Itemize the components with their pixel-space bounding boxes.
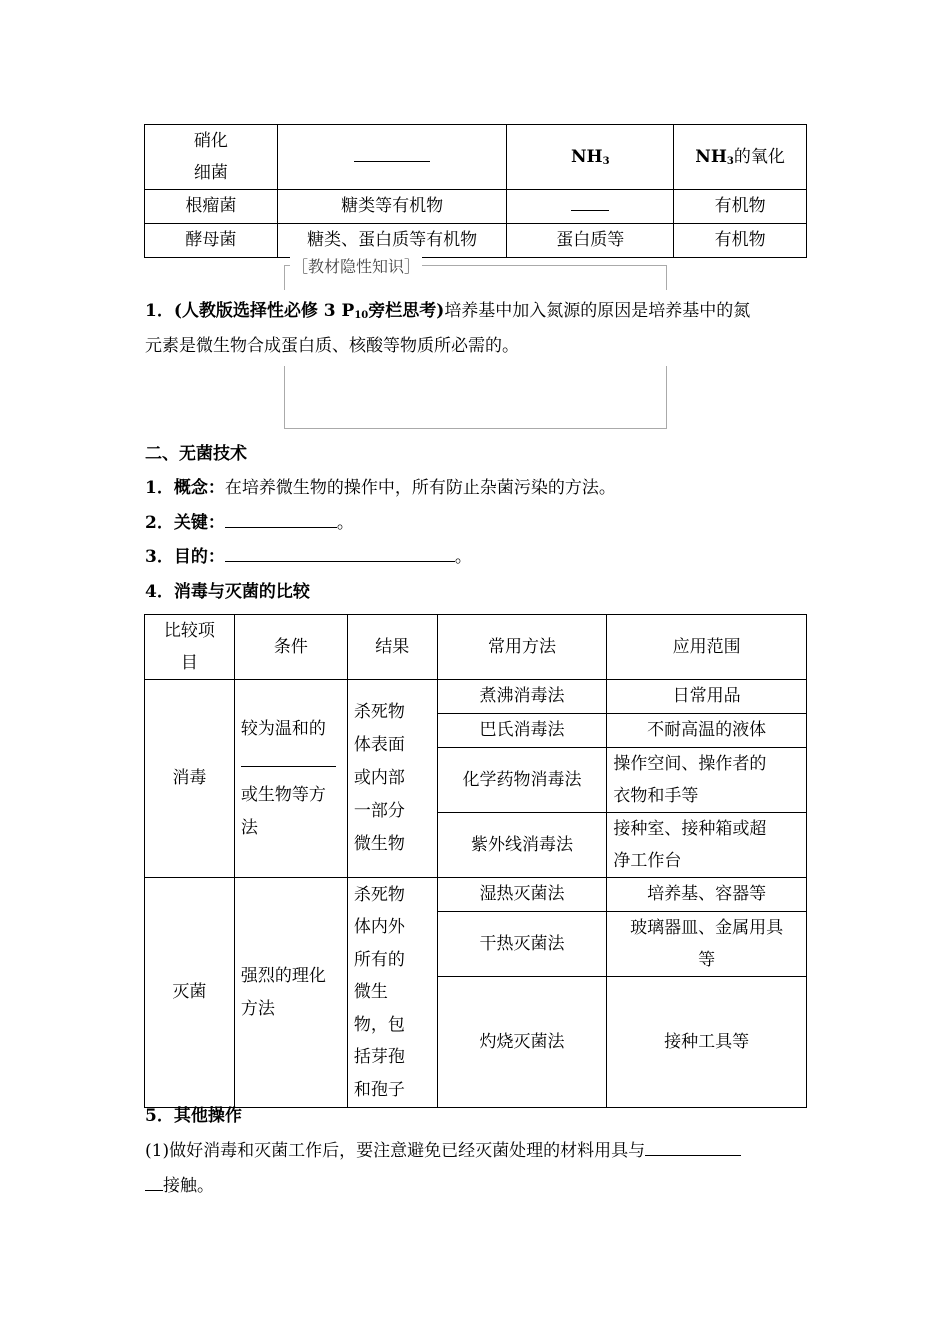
method-cell: 湿热灭菌法 (437, 878, 607, 912)
carbon-cell: 糖类、蛋白质等有机物 (277, 224, 507, 258)
organism-cell: 酵母菌 (145, 224, 278, 258)
fill-blank[interactable] (145, 1170, 163, 1191)
fill-blank[interactable] (571, 190, 609, 211)
scope-cell: 玻璃器皿、金属用具 等 (607, 912, 807, 977)
nutrition-table (144, 124, 807, 258)
method-cell: 干热灭菌法 (437, 912, 607, 977)
nitrogen-blank-cell (507, 190, 674, 224)
disinfection-result: 杀死物 体表面 或内部 一部分 微生物 (347, 680, 437, 878)
section-heading: 二、无菌技术 (145, 444, 247, 464)
header-result: 结果 (347, 615, 437, 680)
sterilization-result: 杀死物 体内外 所有的 微生 物，包 括芽孢 和孢子 (347, 878, 437, 1108)
box-item-line1: 1．(人教版选择性必修 3 $P_{10}$旁栏思考)培养基中加入氮源的原因是培养基中的氮 (145, 301, 751, 321)
nitrogen-cell: 蛋白质等 (507, 224, 674, 258)
table-row (145, 680, 807, 714)
table-row (145, 878, 807, 912)
other-ops-heading: 5．其他操作 (145, 1106, 242, 1126)
disinfection-label: 消毒 (145, 680, 235, 878)
purpose-line: 3．目的： 。 (145, 540, 472, 574)
scope-cell: 培养基、容器等 (607, 878, 807, 912)
header-item: 比较项 目 (145, 615, 235, 680)
scope-cell: 接种室、接种箱或超 净工作台 (607, 813, 807, 878)
scope-cell: 日常用品 (607, 680, 807, 714)
fill-blank[interactable] (354, 141, 430, 162)
key-line: 2．关键： 。 (145, 506, 354, 540)
method-cell: 煮沸消毒法 (437, 680, 607, 714)
table-row (145, 190, 807, 224)
carbon-cell: 糖类等有机物 (277, 190, 507, 224)
box-item-line2: 元素是微生物合成蛋白质、核酸等物质所必需的。 (145, 336, 519, 356)
fill-blank[interactable] (645, 1135, 741, 1156)
box-title: ［教材隐性知识］ (290, 255, 422, 279)
box-frame-bottom (284, 366, 667, 429)
scope-cell: 不耐高温的液体 (607, 714, 807, 748)
method-cell: 化学药物消毒法 (437, 748, 607, 813)
scope-cell: 操作空间、操作者的 衣物和手等 (607, 748, 807, 813)
carbon-blank-cell (277, 125, 507, 190)
scope-cell: 接种工具等 (607, 977, 807, 1108)
table-row (145, 224, 807, 258)
fill-blank[interactable] (225, 507, 337, 528)
table-header-row (145, 615, 807, 680)
sterilization-condition: 强烈的理化 方法 (234, 878, 347, 1108)
energy-cell: 有机物 (674, 190, 807, 224)
organism-cell: 根瘤菌 (145, 190, 278, 224)
header-condition: 条件 (234, 615, 347, 680)
fill-blank[interactable] (241, 746, 336, 767)
comparison-heading: 4．消毒与灭菌的比较 (145, 582, 310, 602)
energy-cell: $NH_3$的氧化 (674, 125, 807, 190)
organism-cell: 硝化 细菌 (145, 125, 278, 190)
disinfection-condition: 较为温和的 或生物等方 法 (234, 680, 347, 878)
energy-cell: 有机物 (674, 224, 807, 258)
comparison-table (144, 614, 807, 1108)
nitrogen-cell: $NH_3$ (507, 125, 674, 190)
method-cell: 巴氏消毒法 (437, 714, 607, 748)
other-ops-item1-line2: 接触。 (145, 1169, 214, 1203)
method-cell: 紫外线消毒法 (437, 813, 607, 878)
fill-blank[interactable] (225, 541, 455, 562)
other-ops-item1-line1: (1)做好消毒和灭菌工作后，要注意避免已经灭菌处理的材料用具与 (145, 1134, 741, 1168)
header-method: 常用方法 (437, 615, 607, 680)
method-cell: 灼烧灭菌法 (437, 977, 607, 1108)
header-scope: 应用范围 (607, 615, 807, 680)
sterilization-label: 灭菌 (145, 878, 235, 1108)
concept-line: 1．概念：在培养微生物的操作中，所有防止杂菌污染的方法。 (145, 478, 616, 498)
table-row (145, 125, 807, 190)
